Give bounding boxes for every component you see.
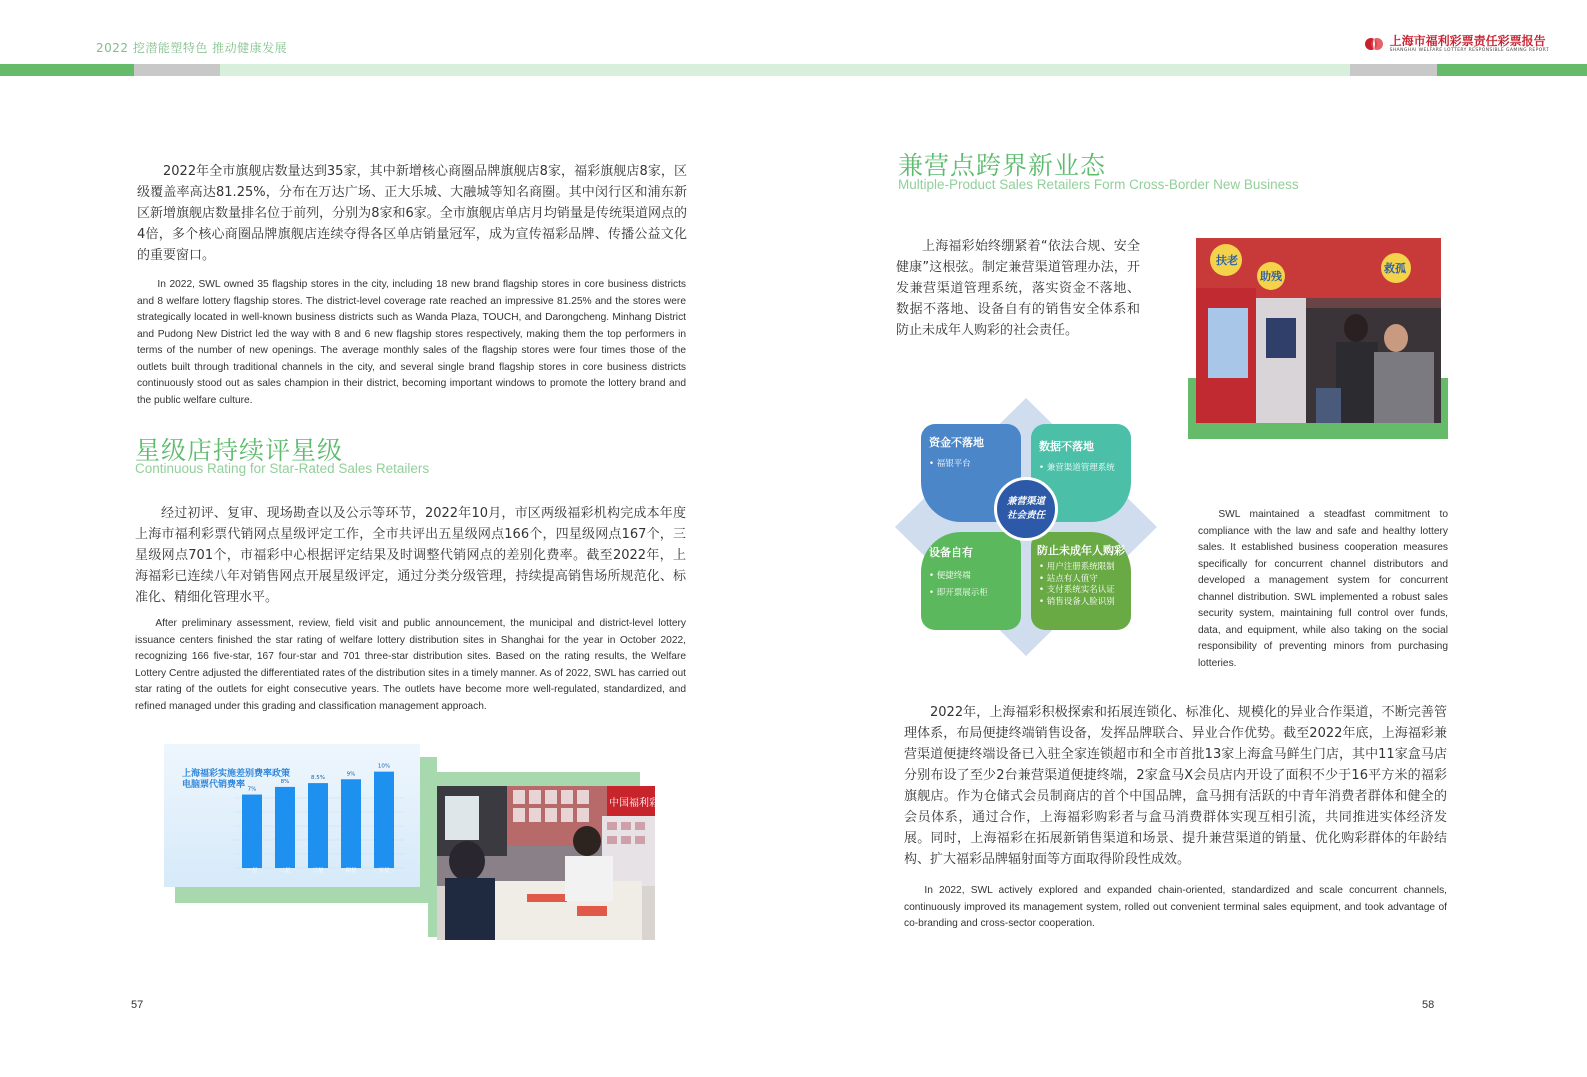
chart-title: 上海福彩实施差别费率政策 (182, 769, 291, 779)
chart-value-label: 9% (346, 771, 356, 778)
header-band-green-right (1437, 64, 1587, 76)
sign-2: 助残 (1260, 270, 1282, 283)
quadrant-equipment-item-1: • 便捷终端 (929, 571, 971, 581)
flagship-paragraph-cn: 2022年全市旗舰店数量达到35家，其中新增核心商圈品牌旗舰店8家，福彩旗舰店8家，区级覆盖率高达81.25%，分布在万达广场、正大乐城、大融城等知名商圈。其中闵行区和浦东新区新增旗舰店数量排名位于前列，分别为8家和6家。全市旗舰店单店月均销量是传统渠道网点的4倍，多个核心商圈品牌旗舰店连续夺得各区单店销量冠军，成为宣传福彩品牌、传播公益文化的重要窗口。 (137, 164, 687, 263)
chart-category-label: 四星 (345, 868, 357, 874)
diagram-center-label: 兼营渠道社会责任 (1006, 496, 1045, 521)
star-rating-paragraph-en: After preliminary assessment, review, field visit and public announcement, the municipal and district-level lottery issuance centers finished the star rating of welfare lottery distribution sites in Shanghai for the year in October 2022, recognizing 166 five-star, 167 four-star and 701 three-star distribution sites. Based on the rating results, the Welfare Lottery Centre adjusted the differentiated rates of the distribution sites in a timely manner. As of 2022, SWL has carried out star rating of the outlets for eight consecutive years. The outlets have become more well-regulated, standardized, and refined managed under this grading and classification management approach. (135, 618, 686, 712)
chart-bar-3 (308, 783, 328, 868)
chart-bar-2 (275, 787, 295, 868)
rate-bar-chart (164, 744, 420, 887)
section-subheading-cross-border: Multiple-Product Sales Retailers Form Cross-Border New Business (898, 177, 1299, 192)
quadrant-funds-title: 资金不落地 (929, 436, 984, 449)
chart-category-label: 一星 (246, 868, 258, 874)
diagram-center (994, 477, 1058, 541)
rate-chart-panel (164, 744, 420, 887)
chart-category-label: 五星 (378, 868, 390, 874)
sign-1: 扶老 (1216, 254, 1238, 267)
compliance-paragraph-cn: 上海福彩始终绷紧着“依法合规、安全健康”这根弦。制定兼营渠道管理办法，开发兼营渠道管理系统，落实资金不落地、数据不落地、设备自有的销售安全体系和防止未成年人购彩的社会责任。 (896, 239, 1140, 338)
quadrant-minors-item-3: • 支付系统实名认证 (1039, 585, 1115, 595)
quadrant-data-item: • 兼营渠道管理系统 (1039, 463, 1115, 473)
header-band-green-left (0, 64, 134, 76)
quadrant-minors (1031, 532, 1131, 630)
quadrant-minors-item-1: • 用户注册系统限制 (1039, 562, 1115, 572)
photo-sign-text: 中国福利彩票 (609, 798, 669, 809)
star-rating-paragraph-cn: 经过初评、复审、现场勘查以及公示等环节，2022年10月，市区两级福彩机构完成本年度上海市福利彩票代销网点星级评定工作，全市共评出五星级网点166个，四星级网点167个，三星级网点701个，市福彩中心根据评定结果及时调整代销网点的差别化费率。截至2022年，上海福彩已连续八年对销售网点开展星级评定，通过分类分级管理，持续提高销售场所规范化、标准化、精细化管理水平。 (135, 506, 686, 605)
chart-bar-5 (374, 772, 394, 868)
chart-bar-1 (242, 795, 262, 868)
compliance-paragraph-en: SWL maintained a steadfast commitment to compliance with the law and safe and healthy lottery sales. It established business cooperation measures specifically for concurrent channel distributors and developed a management system for concurrent channel distribution. SWL implemented a robust sales security system, maintaining full control over funds, data, and equipment, while also taking on the social responsibility of preventing minors from purchasing lotteries. (1198, 509, 1448, 669)
chart-bar-4 (341, 779, 361, 868)
chart-category-label: 二星 (279, 868, 291, 874)
channels-paragraph-cn: 2022年，上海福彩积极探索和拓展连锁化、标准化、规模化的异业合作渠道，不断完善管理体系，布局便捷终端销售设备，发挥品牌联合、异业合作优势。截至2022年底，上海福彩兼营渠道便捷终端设备已入驻全家连锁超市和全市首批13家上海盒马鲜生门店，其中11家盒马店分别布设了至少2台兼营渠道便捷终端，2家盒马X会员店内开设了面积不少于16平方米的福彩旗舰店。作为仓储式会员制商店的首个中国品牌，盒马拥有活跃的中青年消费者群体和健全的会员体系，通过合作，上海福彩购彩者与盒马消费群体实现互相引流，共同推进实体经济发展。同时，上海福彩在拓展新销售渠道和场景、提升兼营渠道的销量、优化购彩群体的年龄结构、扩大福彩品牌辐射面等方面取得阶段性成效。 (904, 705, 1447, 867)
chart-value-label: 7% (247, 786, 257, 793)
chart-value-label: 8% (280, 778, 290, 785)
header-slogan: 2022 挖潜能塑特色 推动健康发展 (96, 41, 288, 55)
logo-title: 上海市福利彩票责任彩票报告 (1389, 33, 1546, 48)
section-heading-cross-border: 兼营点跨界新业态 (898, 151, 1107, 180)
page-number-right: 58 (1422, 999, 1435, 1011)
chart-value-label: 8.5% (311, 775, 325, 782)
chart-subtitle: 电脑票代销费率 (182, 780, 246, 790)
chart-value-label: 10% (377, 763, 391, 770)
logo-subtitle: SHANGHAI WELFARE LOTTERY RESPONSIBLE GAMING REPORT (1389, 47, 1549, 53)
sign-3: 救孤 (1384, 262, 1406, 275)
header-band-gray-right (1350, 64, 1437, 76)
lottery-shop-photo (437, 786, 669, 940)
quadrant-data-title: 数据不落地 (1039, 440, 1094, 453)
quadrant-equipment-item-2: • 即开票展示柜 (929, 588, 988, 598)
header-band-gray-left (134, 64, 220, 76)
flagship-paragraph-en: In 2022, SWL owned 35 flagship stores in the city, including 18 new brand flagship stores in core business districts and 8 welfare lottery flagship stores. The district-level coverage rate reached an impressive 81.25% and the stores were strategically located in well-known business districts such as Wanda Plaza, TOUCH, and Darongcheng. Minhang District and Pudong New District led the way with 8 and 6 new flagship stores respectively, making them the top performers in terms of the number of new openings. The average monthly sales of the flagship stores were four times those of the outlets built through traditional channels in the city, and several single brand flagship stores in core business districts continuously stood out as sales champion in their district, becoming important windows to promote the lottery brand and the public welfare culture. (137, 279, 686, 406)
lottery-logo-icon (1364, 34, 1384, 54)
section-heading-star-rating: 星级店持续评星级 (135, 436, 344, 465)
chart-category-label: 三星 (312, 868, 324, 874)
quadrant-minors-title: 防止未成年人购彩 (1037, 544, 1125, 557)
quadrant-minors-item-2: • 站点有人值守 (1039, 573, 1098, 584)
header-band-light (220, 64, 1350, 76)
page-number-left: 57 (131, 999, 144, 1011)
section-subheading-star-rating: Continuous Rating for Star-Rated Sales Retailers (135, 461, 430, 476)
channels-paragraph-en: In 2022, SWL actively explored and expanded chain-oriented, standardized and scale concurrent channels, continuously improved its management system, rolled out convenient terminal sales equipment, and took advantage of co-branding and cross-sector cooperation. (904, 885, 1447, 929)
brand-logo (1364, 34, 1549, 54)
quadrant-equipment (921, 532, 1021, 630)
store-photo (1196, 238, 1441, 423)
quadrant-equipment-title: 设备自有 (929, 546, 973, 559)
quadrant-funds-item: • 福银平台 (929, 459, 971, 469)
quadrant-minors-item-4: • 销售设备人脸识别 (1039, 596, 1115, 607)
